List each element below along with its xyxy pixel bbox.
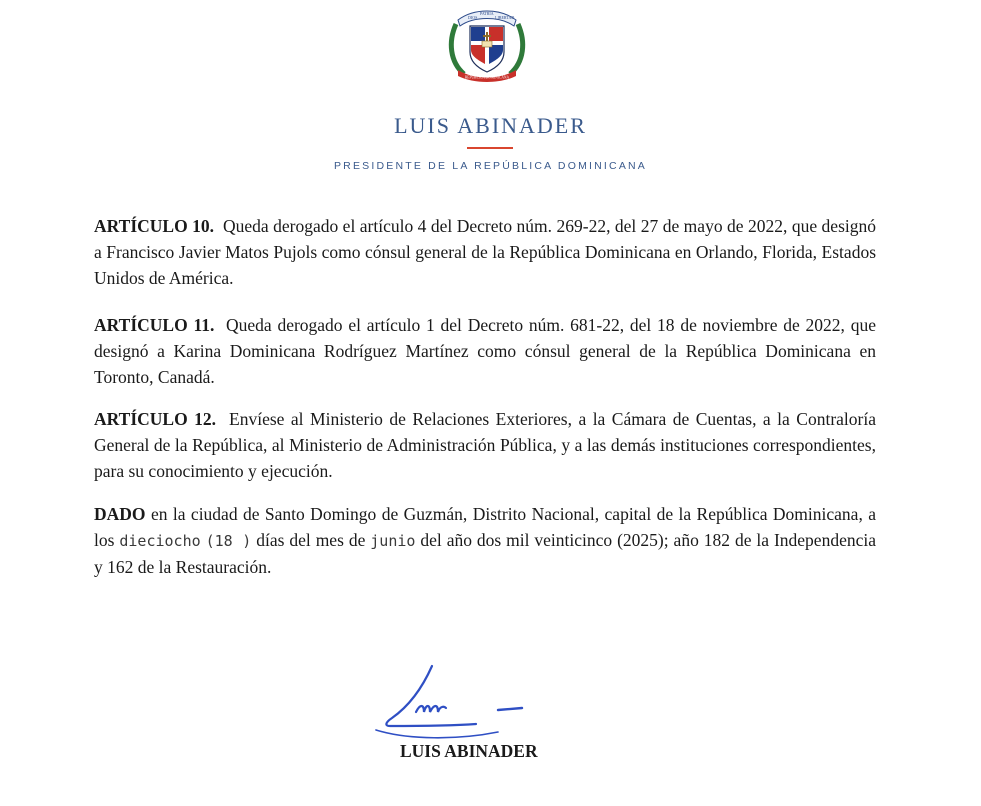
dado-text-1: en la ciudad de Santo Domingo de Guzmán, Distrito Nacional, capital de la República Dominicana, a los <box>94 504 876 550</box>
seal-ribbon-right: LIBERTAD <box>495 15 515 20</box>
dado-text-2: días del mes de <box>256 530 366 550</box>
dado-text-3: del año dos mil veinticinco (2025); año 182 de la Independencia y 162 de la Restauración. <box>94 530 876 577</box>
dado-month: junio <box>370 532 416 550</box>
dado-day-number: (18 ) <box>205 532 252 550</box>
seal-ribbon-left: DIOS <box>468 15 478 20</box>
article-10 <box>94 213 876 291</box>
header-name: LUIS ABINADER <box>394 113 587 138</box>
article-text: Queda derogado el artículo 4 del Decreto núm. 269-22, del 27 de mayo de 2022, que designó a Francisco Javier Matos Pujols como cónsul general de la República Dominicana en Orlando, Florida, Estados Unidos de América. <box>94 216 876 288</box>
article-text: Envíese al Ministerio de Relaciones Exteriores, a la Cámara de Cuentas, a la Contraloría General de la República, al Ministerio de Administración Pública, y a las demás instituciones correspondientes, para su conocimiento y ejecución. <box>94 409 876 481</box>
dado-paragraph <box>94 501 876 580</box>
signer-name: LUIS ABINADER <box>400 741 538 761</box>
article-label: ARTÍCULO 11. <box>94 315 215 335</box>
article-12 <box>94 406 876 484</box>
article-text: Queda derogado el artículo 1 del Decreto núm. 681-22, del 18 de noviembre de 2022, que designó a Karina Dominicana Rodríguez Martínez como cónsul general de la República Dominicana en Toronto, Canadá. <box>94 315 876 387</box>
dado-day-words: dieciocho <box>119 532 201 550</box>
header-subtitle: PRESIDENTE DE LA REPÚBLICA DOMINICANA <box>333 160 648 172</box>
seal-banner-text: REPÚBLICA DOMINICANA <box>464 75 510 80</box>
article-label: ARTÍCULO 12. <box>94 409 217 429</box>
header-divider <box>467 147 513 149</box>
coat-of-arms-seal <box>444 4 530 84</box>
article-label: ARTÍCULO 10. <box>94 216 215 236</box>
seal-ribbon-center: PATRIA <box>480 11 494 16</box>
dado-label: DADO <box>94 504 146 524</box>
article-11 <box>94 312 876 390</box>
handwritten-signature <box>368 660 538 750</box>
